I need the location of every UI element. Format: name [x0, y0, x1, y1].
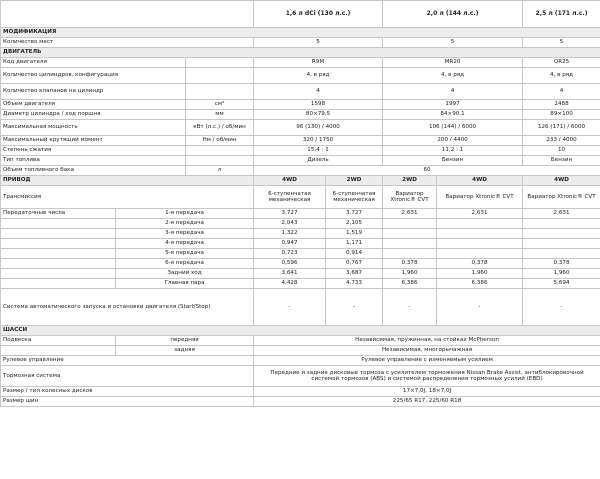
header-row: [1, 1, 600, 28]
row-gear-1: Передаточные числа 1-я передача 3,727 3,727 2,631 2,631 2,631: [1, 209, 600, 219]
header-engine-2: 2,0 л (144 л.с.): [383, 1, 523, 28]
section-title: ПРИВОД: [1, 176, 254, 186]
header-engine-3: 2,5 л (171 л.с.): [523, 1, 600, 28]
row-max-power: Максимальная мощность кВт (л.с.) / об/мин 96 (130) / 4000 106 (144) / 6000 126 (171) / 6000: [1, 120, 600, 136]
row-steering: Рулевое управление Рулевое управление с изменяемым усилием: [1, 356, 600, 366]
row-brakes: Тормозная система Передние и задние дисковые тормоза с усилителем торможения Nissan Brake Assist, антиблокировочной системой тормозов (ABS) и системой распределения тормозных усилий (EBD): [1, 366, 600, 387]
section-title: ДВИГАТЕЛЬ: [1, 48, 600, 58]
section-title: МОДИФИКАЦИЯ: [1, 28, 600, 38]
row-tires: Размер шин 225/65 R17, 225/60 R18: [1, 397, 600, 407]
row-fuel-tank: Объем топливного бака л 60: [1, 166, 600, 176]
row-wheels: Размер / тип колесных дисков 17×7,0J, 18×7,0J: [1, 387, 600, 397]
section-drive: ПРИВОД 4WD 2WD 2WD 4WD 4WD: [1, 176, 600, 186]
row-engine-code: Код двигателя R9M MR20 QR25: [1, 58, 600, 68]
row-gear-6: 6-я передача 0,596 0,767 0,378 0,378 0,378: [1, 259, 600, 269]
section-title: ШАССИ: [1, 326, 600, 336]
section-modifications: [1, 28, 600, 38]
row-cylinders: Количество цилиндров, конфигурация 4, в ряд 4, в ряд 4, в ряд: [1, 68, 600, 84]
row-compression: Степень сжатия 15,4 : 1 11,2 : 1 10: [1, 146, 600, 156]
row-bore-stroke: Диаметр цилиндра / ход поршня мм 80×79,5 84×90,1 89×100: [1, 110, 600, 120]
row-gear-3: 3-я передача 1,322 1,519: [1, 229, 600, 239]
row-gear-4: 4-я передача 0,947 1,171: [1, 239, 600, 249]
row-transmission: Трансмиссия 6-ступенчатая механическая 6-ступенчатая механическая Вариатор Xtronic® CVT Вариатор Xtronic® CVT Вариатор Xtronic® CVT: [1, 186, 600, 209]
row-valves: Количество клапанов на цилиндр 4 4 4: [1, 84, 600, 100]
row-final-drive: Главная пара 4,428 4,733 6,386 6,386 5,694: [1, 279, 600, 289]
section-chassis: [1, 326, 600, 336]
header-engine-1: 1,6 л dCi (130 л.с.): [254, 1, 383, 28]
row-start-stop: Система автоматического запуска и остановки двигателя (Start/Stop) - - - - -: [1, 289, 600, 326]
section-engine: [1, 48, 600, 58]
row-label: Количество мест: [1, 38, 254, 48]
row-suspension-rear: задняя Независимая, многорычажная: [1, 346, 600, 356]
row-gear-reverse: Задний ход 3,641 3,687 1,960 1,960 1,960: [1, 269, 600, 279]
row-suspension-front: Подвеска передняя Независимая, пружинная, на стойках McPherson: [1, 336, 600, 346]
row-gear-2: 2-я передача 2,043 2,105: [1, 219, 600, 229]
row-fuel-type: Тип топлива Дизель Бензин Бензин: [1, 156, 600, 166]
row-displacement: Объем двигателя см³ 1598 1997 2488: [1, 100, 600, 110]
row-gear-5: 5-я передача 0,723 0,914: [1, 249, 600, 259]
row-seats: Количество мест 5 5 5: [1, 38, 600, 48]
row-max-torque: Максимальный крутящий момент Нм / об/мин 320 / 1750 200 / 4400 233 / 4000: [1, 136, 600, 146]
